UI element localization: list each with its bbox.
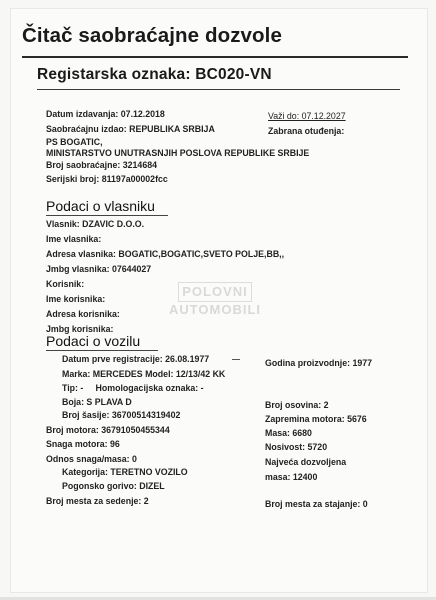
- production-year: Godina proizvodnje: 1977: [265, 358, 373, 368]
- vehicle-section-heading: Podaci o vozilu: [46, 333, 141, 349]
- user-jmbg: Jmbg korisnika:: [46, 324, 114, 334]
- mass: Masa: 6680: [265, 428, 312, 438]
- valid-until: Važi do: 07.12.2027: [268, 111, 346, 121]
- separator-dash: [232, 359, 240, 360]
- category: Kategorija: TERETNO VOZILO: [62, 467, 188, 477]
- owner-name: Ime vlasnika:: [46, 234, 102, 244]
- registration-divider: [37, 89, 400, 90]
- user: Korisnik:: [46, 279, 85, 289]
- displacement: Zapremina motora: 5676: [265, 414, 367, 424]
- owner-jmbg: Jmbg vlasnika: 07644027: [46, 264, 152, 274]
- power-mass-ratio: Odnos snaga/masa: 0: [46, 454, 137, 464]
- issue-date: Datum izdavanja: 07.12.2018: [46, 109, 165, 119]
- authority-line-1: PS BOGATIC,: [46, 137, 103, 147]
- chassis-number: Broj šasije: 36700514319402: [62, 410, 181, 420]
- first-registration: Datum prve registracije: 26.08.1977: [62, 354, 210, 364]
- vehicle-heading-underline: [46, 350, 158, 351]
- color: Boja: S PLAVA D: [62, 397, 132, 407]
- seats: Broj mesta za sedenje: 2: [46, 496, 149, 506]
- owner-address: Adresa vlasnika: BOGATIC,BOGATIC,SVETO POLJE,BB,,: [46, 249, 285, 259]
- owner: Vlasnik: DZAVIC D.O.O.: [46, 219, 145, 229]
- load-capacity: Nosivost: 5720: [265, 442, 328, 452]
- issued-by: Saobraćajnu izdao: REPUBLIKA SRBIJA: [46, 124, 215, 134]
- fuel: Pogonsko gorivo: DIZEL: [62, 481, 165, 491]
- axles: Broj osovina: 2: [265, 400, 329, 410]
- engine-power: Snaga motora: 96: [46, 439, 120, 449]
- user-name: Ime korisnika:: [46, 294, 106, 304]
- title-divider: [22, 56, 408, 58]
- max-mass-label: Najveća dozvoljena: [265, 457, 347, 467]
- type-homologation: Tip: - Homologacijska oznaka: -: [62, 383, 204, 393]
- max-mass-value: masa: 12400: [265, 472, 318, 482]
- owner-section-heading: Podaci o vlasniku: [46, 198, 155, 214]
- document-number: Broj saobraćajne: 3214684: [46, 160, 158, 170]
- engine-number: Broj motora: 36791050455344: [46, 425, 170, 435]
- make-model: Marka: MERCEDES Model: 12/13/42 KK: [62, 369, 226, 379]
- alienation-ban: Zabrana otuđenja:: [268, 126, 345, 136]
- user-address: Adresa korisnika:: [46, 309, 120, 319]
- standing-places: Broj mesta za stajanje: 0: [265, 499, 368, 509]
- serial-number: Serijski broj: 81197a00002fcc: [46, 174, 168, 184]
- watermark-logo: [150, 282, 280, 326]
- watermark-line-1: POLOVNI: [178, 282, 252, 302]
- watermark-line-2: AUTOMOBILI: [168, 302, 262, 317]
- owner-heading-underline: [46, 215, 168, 216]
- authority-line-2: MINISTARSTVO UNUTRASNJIH POSLOVA REPUBLIKE SRBIJE: [46, 148, 310, 158]
- registration-plate: Registarska oznaka: BC020-VN: [37, 66, 272, 83]
- document-title: Čitač saobraćajne dozvole: [22, 24, 282, 47]
